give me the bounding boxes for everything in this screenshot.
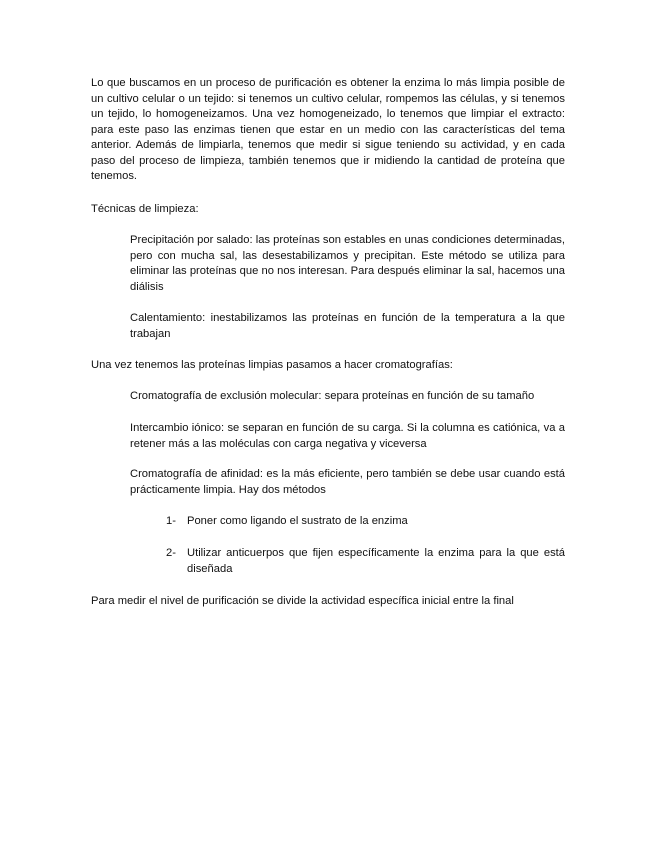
heating-paragraph: Calentamiento: inestabilizamos las proteínas en función de la temperatura a la que trabajan [130, 312, 565, 340]
affinity-chromatography-paragraph: Cromatografía de afinidad: es la más eficiente, pero también se debe usar cuando está prácticamente limpia. Hay dos métodos [130, 468, 565, 496]
list-number: 1- [166, 515, 176, 527]
ion-exchange-paragraph: Intercambio iónico: se separan en función de su carga. Si la columna es catiónica, va a retener más a las moléculas con carga negativa y viceversa [130, 422, 565, 450]
chromatography-intro-paragraph: Una vez tenemos las proteínas limpias pasamos a hacer cromatografías: [91, 359, 453, 371]
techniques-heading: Técnicas de limpieza: [91, 203, 199, 215]
method-list-item [166, 546, 565, 577]
intro-paragraph: Lo que buscamos en un proceso de purificación es obtener la enzima lo más limpia posible de un cultivo celular o un tejido: si tenemos un cultivo celular, rompemos las células, y si tenemos un tejido, lo homogeneizamos. Una vez homogeneizado, lo tenemos que limpiar el extracto: para este paso las enzimas tienen que estar en un medio con las características del tema anterior. Además de limpiarla, tenemos que medir si sigue teniendo su actividad, y en cada paso del proceso de limpieza, también tenemos que ir midiendo la cantidad de proteína que tenemos. [91, 77, 565, 182]
precipitation-paragraph: Precipitación por salado: las proteínas son estables en unas condiciones determinadas, pero con mucha sal, las desestabilizamos y precipitan. Este método se utiliza para eliminar las proteínas que no nos interesan. Para después eliminar la sal, hacemos una diálisis [130, 234, 565, 293]
list-text: Poner como ligando el sustrato de la enzima [187, 515, 408, 527]
purification-measure-paragraph: Para medir el nivel de purificación se divide la actividad específica inicial entre la final [91, 595, 514, 607]
method-list-item [166, 514, 565, 530]
exclusion-chromatography-paragraph: Cromatografía de exclusión molecular: separa proteínas en función de su tamaño [130, 390, 535, 402]
list-text: Utilizar anticuerpos que fijen específicamente la enzima para la que está diseñada [187, 547, 565, 575]
list-number: 2- [166, 547, 176, 559]
